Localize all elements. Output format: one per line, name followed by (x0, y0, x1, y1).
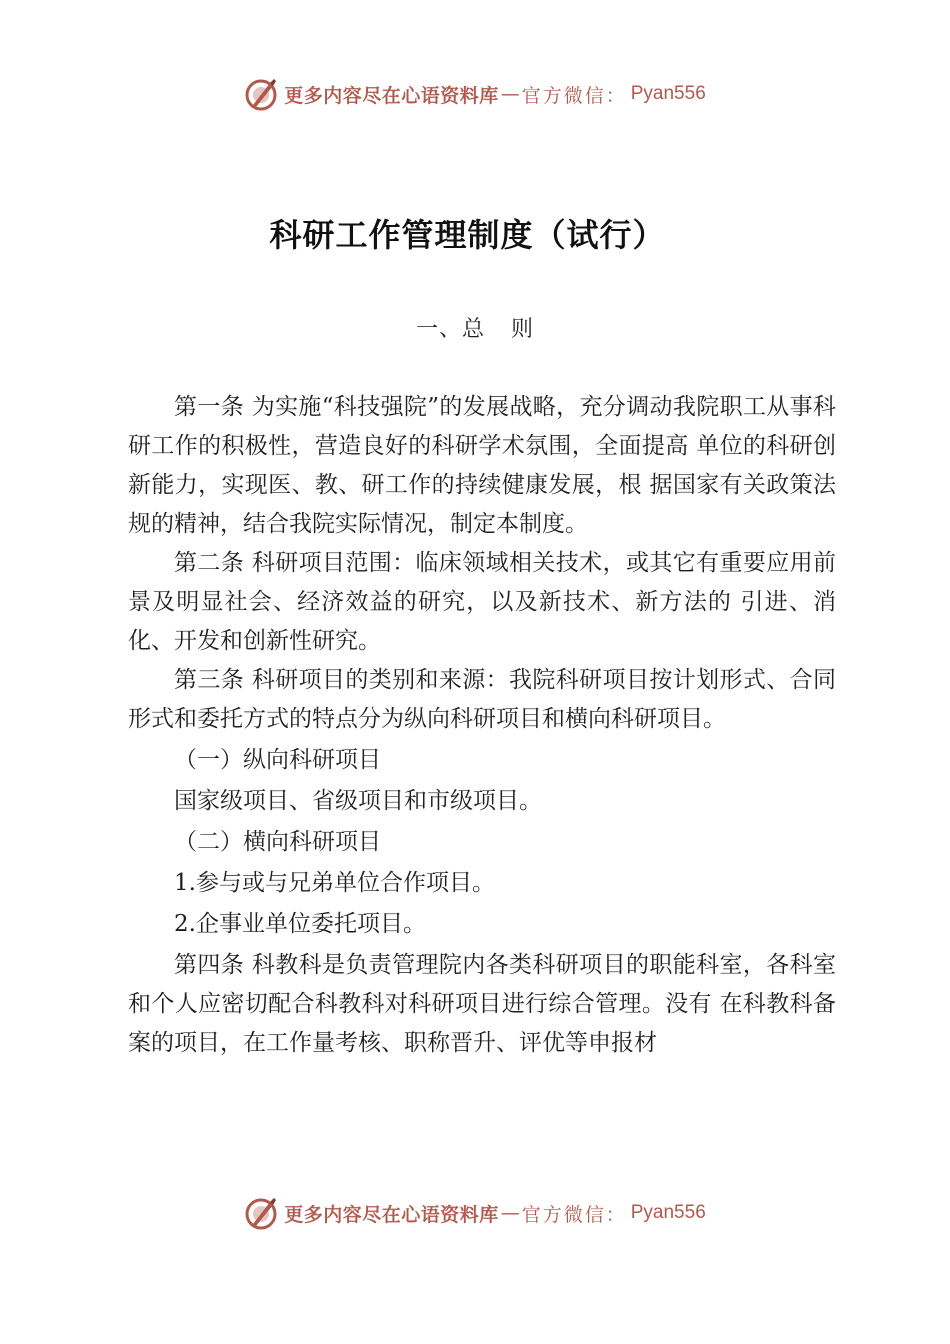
horizontal-item-1: 1.参与或与兄弟单位合作项目。 (174, 870, 495, 896)
section-number: 一、总 (415, 317, 485, 342)
pen-logo-icon (244, 1196, 278, 1230)
watermark-wechat-id: Pyan556 (630, 83, 706, 104)
watermark-header (0, 74, 950, 114)
watermark-footer (0, 1193, 950, 1233)
subheading-horizontal-projects: （二）横向科研项目 (174, 829, 381, 855)
article-1: 第一条 为实施“科技强院”的发展战略，充分调动我院职工从事科研工作的积极性，营造良好的科研学术氛围，全面提高 单位的科研创新能力，实现医、教、研工作的持续健康发展，根 据国家有关政策法规的精神，结合我院实际情况，制定本制度。 (128, 394, 836, 537)
horizontal-item-2: 2.企事业单位委托项目。 (174, 911, 426, 937)
watermark-dash: — (500, 83, 520, 105)
section-heading (0, 312, 950, 343)
subheading-vertical-projects: （一）纵向科研项目 (174, 747, 381, 773)
watermark-wechat-id: Pyan556 (630, 1202, 706, 1223)
watermark-official-label: 官方微信： (521, 84, 627, 107)
section-word: 则 (511, 317, 535, 342)
vertical-projects-detail: 国家级项目、省级项目和市级项目。 (174, 788, 542, 814)
watermark-official-label: 官方微信： (521, 1203, 627, 1226)
watermark-text: 更多内容尽在心语资料库 (284, 1203, 499, 1226)
article-2: 第二条 科研项目范围：临床领域相关技术，或其它有重要应用前景及明显社会、经济效益的研究，以及新技术、新方法的 引进、消化、开发和创新性研究。 (128, 550, 836, 654)
document-body (128, 388, 836, 1063)
article-4: 第四条 科教科是负责管理院内各类科研项目的职能科室，各科室和个人应密切配合科教科对科研项目进行综合管理。没有 在科教科备案的项目，在工作量考核、职称晋升、评优等申报材 (128, 952, 836, 1056)
watermark-text: 更多内容尽在心语资料库 (284, 84, 499, 107)
document-title: 科研工作管理制度（试行） (269, 216, 666, 254)
article-3: 第三条 科研项目的类别和来源：我院科研项目按计划形式、合同形式和委托方式的特点分为纵向科研项目和横向科研项目。 (128, 667, 836, 732)
watermark-dash: — (500, 1202, 520, 1224)
pen-logo-icon (244, 77, 278, 111)
